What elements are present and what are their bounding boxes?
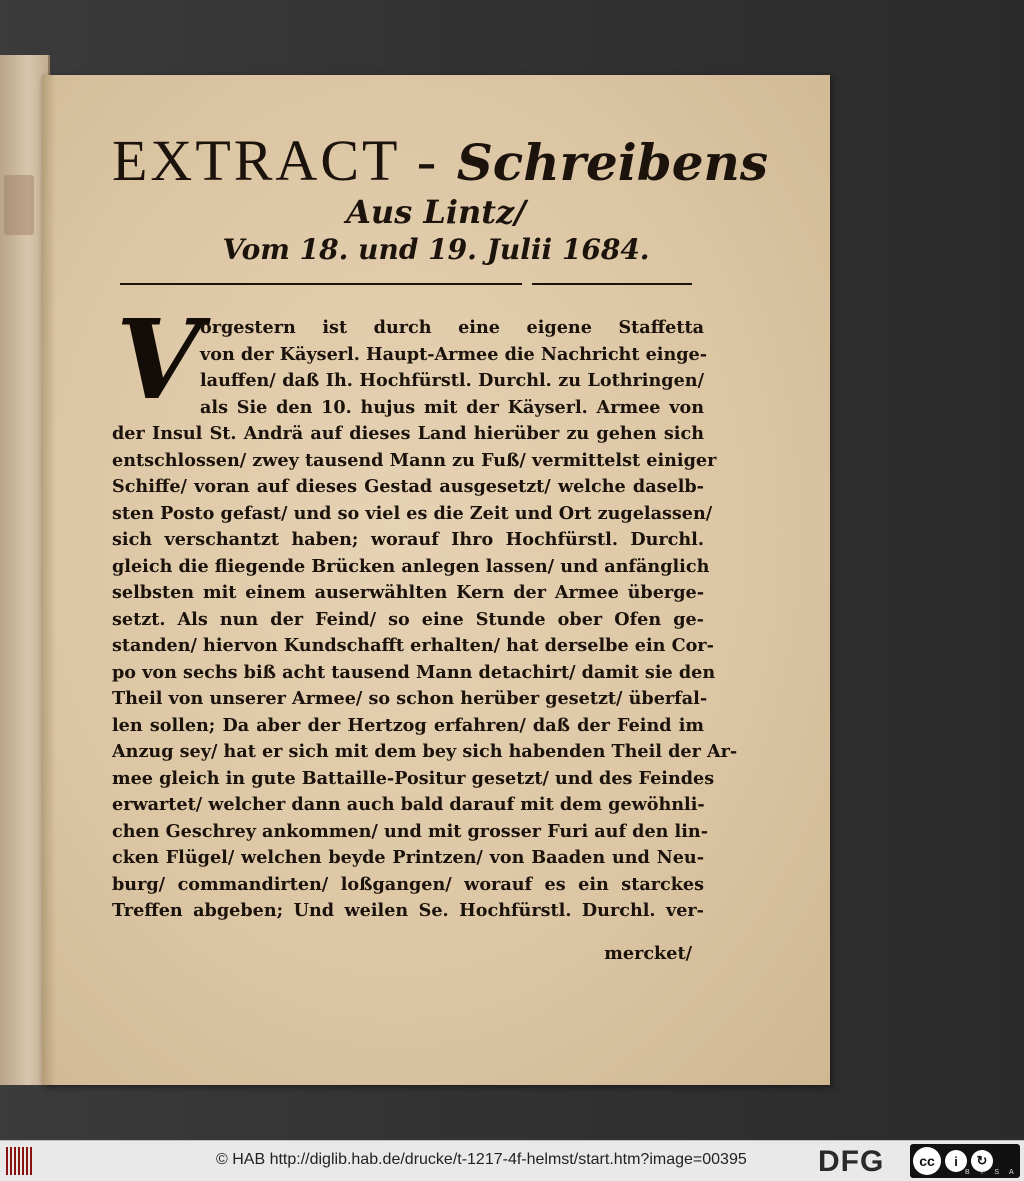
text-line: setzt. Als nun der Feind/ so eine Stunde ober Ofen ge- [112,608,704,630]
bleed-through-mark [4,175,34,235]
text-line: len sollen; Da aber der Hertzog erfahren/ daß der Feind im [112,714,704,736]
text-line: der Insul St. Andrä auf dieses Land hierüber zu gehen sich [112,423,704,444]
subtitle-date: Vom 18. und 19. Julii 1684. [222,233,650,266]
text-line: po von sechs biß acht tausend Mann detachirt/ damit sie den [112,661,716,683]
text-line: Anzug sey/ hat er sich mit dem bey sich habenden Theil der Ar- [112,741,738,762]
text-line: mee gleich in gute Battaille-Positur gesetzt/ und des Feindes [112,767,715,789]
attribution-icon: i [945,1150,967,1172]
text-line: orgestern ist durch eine eigene Staffetta [200,317,704,338]
body-text [112,315,738,925]
title-roman-part: EXTRACT - [112,128,457,193]
text-line: sten Posto gefast/ und so viel es die Zeit und Ort zugelassen/ [112,502,713,524]
dfg-logo: DFG [818,1145,885,1178]
text-line: Treffen abgeben; Und weilen Se. Hochfürstl. Durchl. ver- [112,900,704,921]
text-line: chen Geschrey ankommen/ und mit grosser Furi auf den lin- [112,820,709,842]
cc-sa-label: SA [994,1169,1024,1176]
text-line: Schiffe/ voran auf dieses Gestad ausgesetzt/ welche daselb- [112,476,704,497]
title-rule-left [120,283,522,285]
catchword: mercket/ [604,943,692,964]
hab-logo-icon [6,1147,36,1175]
drop-cap: V [116,295,202,424]
text-line: selbsten mit einem auserwählten Kern der Armee überge- [112,582,704,603]
text-line: von der Käyserl. Haupt-Armee die Nachricht einge- [200,343,708,365]
title-fraktur-part: Schreibens [456,133,769,192]
text-line: sich verschantzt haben; worauf Ihro Hochfürstl. Durchl. [112,529,704,550]
text-line: cken Flügel/ welchen beyde Printzen/ von Baaden und Neu- [112,847,704,868]
text-line: als Sie den 10. hujus mit der Käyserl. Armee von [200,396,704,418]
text-line: erwartet/ welcher dann auch bald darauf mit dem gewöhnli- [112,794,705,815]
share-alike-icon: ↻ [971,1150,993,1172]
cc-license-labels [965,1169,1024,1176]
text-line: lauffen/ daß Ih. Hochfürstl. Durchl. zu Lothringen/ [200,370,704,391]
cc-icon: cc [913,1147,941,1175]
subtitle-place: Aus Lintz/ [346,193,526,231]
text-line: Theil von unserer Armee/ so schon herüber gesetzt/ überfal- [112,688,708,709]
copyright-link[interactable]: © HAB http://diglib.hab.de/drucke/t-1217-4f-helmst/start.htm?image=00395 [216,1151,747,1168]
text-line: entschlossen/ zwey tausend Mann zu Fuß/ vermittelst einiger [112,449,717,471]
cc-by-label: BY [965,1169,995,1176]
text-line: gleich die fliegende Brücken anlegen lassen/ und anfänglich [112,555,710,577]
page-title [112,127,769,194]
text-line: standen/ hiervon Kundschafft erhalten/ hat derselbe ein Cor- [112,635,714,656]
scanned-page [42,75,830,1085]
text-line: burg/ commandirten/ loßgangen/ worauf es ein starckes [112,873,704,895]
title-rule-right [532,283,692,285]
viewer-footer [0,1140,1024,1181]
